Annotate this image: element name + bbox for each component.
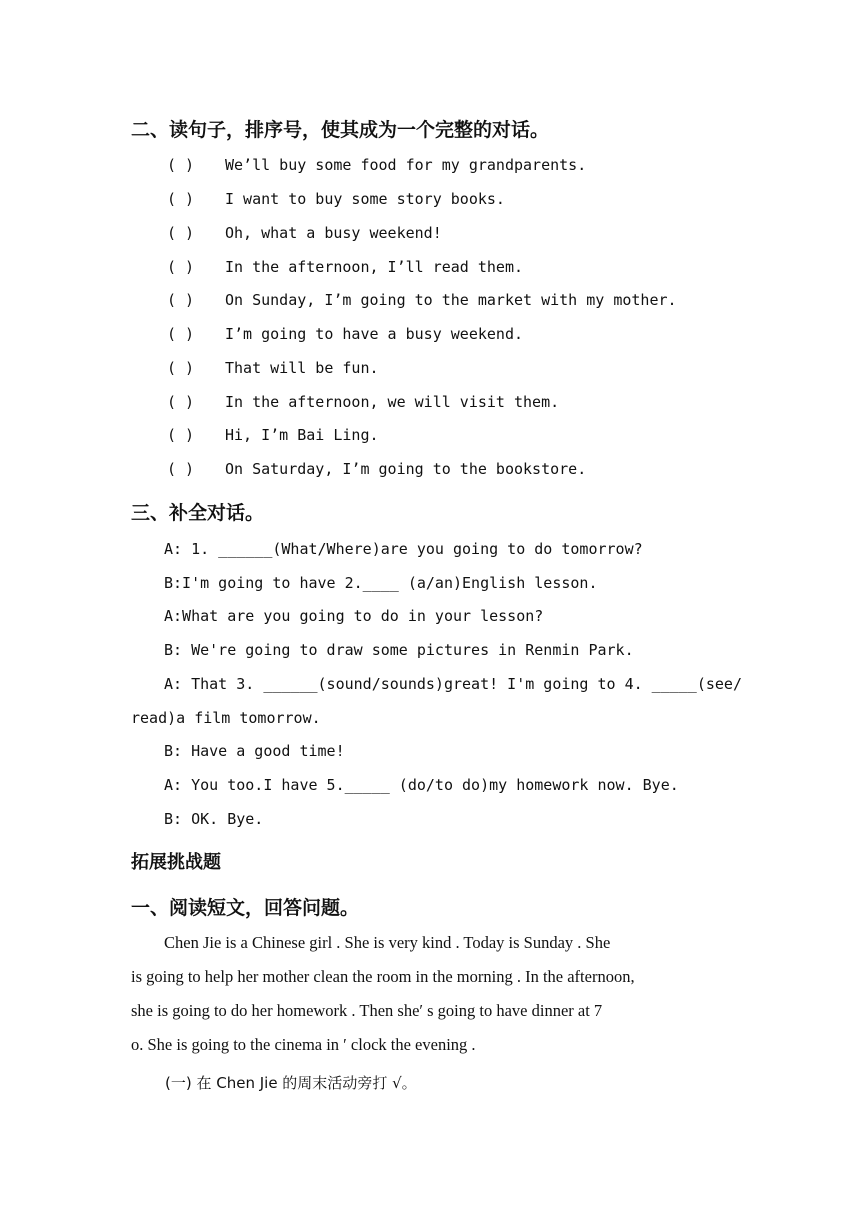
answer-bracket[interactable]: ( ) [167, 224, 195, 242]
sentence: On Saturday, I’m going to the bookstore. [225, 460, 587, 478]
dialogue-line: A:What are you going to do in your lesson? [164, 607, 544, 625]
section3-title: 三、补全对话。 [131, 502, 265, 524]
sentence: In the afternoon, I’ll read them. [225, 258, 524, 276]
passage-line: o. She is going to the cinema in ′ clock the evening . [131, 1035, 476, 1054]
list-item [167, 460, 586, 478]
sentence: That will be fun. [225, 359, 379, 377]
sentence: I’m going to have a busy weekend. [225, 325, 524, 343]
passage-line: is going to help her mother clean the room in the morning . In the afternoon, [131, 967, 635, 986]
dialogue-line: A: You too.I have 5._____ (do/to do)my homework now. Bye. [164, 776, 679, 794]
extension-title: 拓展挑战题 [131, 852, 221, 873]
reading-title: 一、阅读短文，回答问题。 [131, 897, 360, 919]
sentence: Hi, I’m Bai Ling. [225, 426, 379, 444]
dialogue-line: A: 1. ______(What/Where)are you going to do tomorrow? [164, 540, 643, 558]
dialogue-line: B: Have a good time! [164, 742, 345, 760]
dialogue-line: B: We're going to draw some pictures in Renmin Park. [164, 641, 634, 659]
passage-line: Chen Jie is a Chinese girl . She is very kind . Today is Sunday . She [164, 933, 611, 952]
list-item [167, 224, 442, 242]
section2-title: 二、读句子，排序号，使其成为一个完整的对话。 [131, 119, 550, 141]
answer-bracket[interactable]: ( ) [167, 258, 195, 276]
sentence: We’ll buy some food for my grandparents. [225, 156, 587, 174]
list-item [167, 258, 523, 276]
answer-bracket[interactable]: ( ) [167, 393, 195, 411]
dialogue-line: A: That 3. ______(sound/sounds)great! I'm going to 4. _____(see/ [164, 675, 742, 693]
sentence: I want to buy some story books. [225, 190, 505, 208]
list-item [167, 190, 505, 208]
dialogue-line: B:I'm going to have 2.____ (a/an)English lesson. [164, 574, 598, 592]
answer-bracket[interactable]: ( ) [167, 156, 195, 174]
sentence: In the afternoon, we will visit them. [225, 393, 560, 411]
list-item [167, 325, 523, 343]
list-item [167, 426, 379, 444]
list-item [167, 156, 586, 174]
list-item [167, 393, 559, 411]
sentence: Oh, what a busy weekend! [225, 224, 442, 242]
answer-bracket[interactable]: ( ) [167, 291, 195, 309]
answer-bracket[interactable]: ( ) [167, 359, 195, 377]
dialogue-line: read)a film tomorrow. [131, 709, 321, 727]
passage-line: she is going to do her homework . Then she′ s going to have dinner at 7 [131, 1001, 603, 1020]
answer-bracket[interactable]: ( ) [167, 190, 195, 208]
answer-bracket[interactable]: ( ) [167, 325, 195, 343]
sub-question: (一) 在 Chen Jie 的周末活动旁打 √。 [165, 1074, 417, 1092]
list-item [167, 359, 379, 377]
answer-bracket[interactable]: ( ) [167, 460, 195, 478]
dialogue-line: B: OK. Bye. [164, 810, 264, 828]
sentence: On Sunday, I’m going to the market with my mother. [225, 291, 677, 309]
list-item [167, 291, 677, 309]
answer-bracket[interactable]: ( ) [167, 426, 195, 444]
